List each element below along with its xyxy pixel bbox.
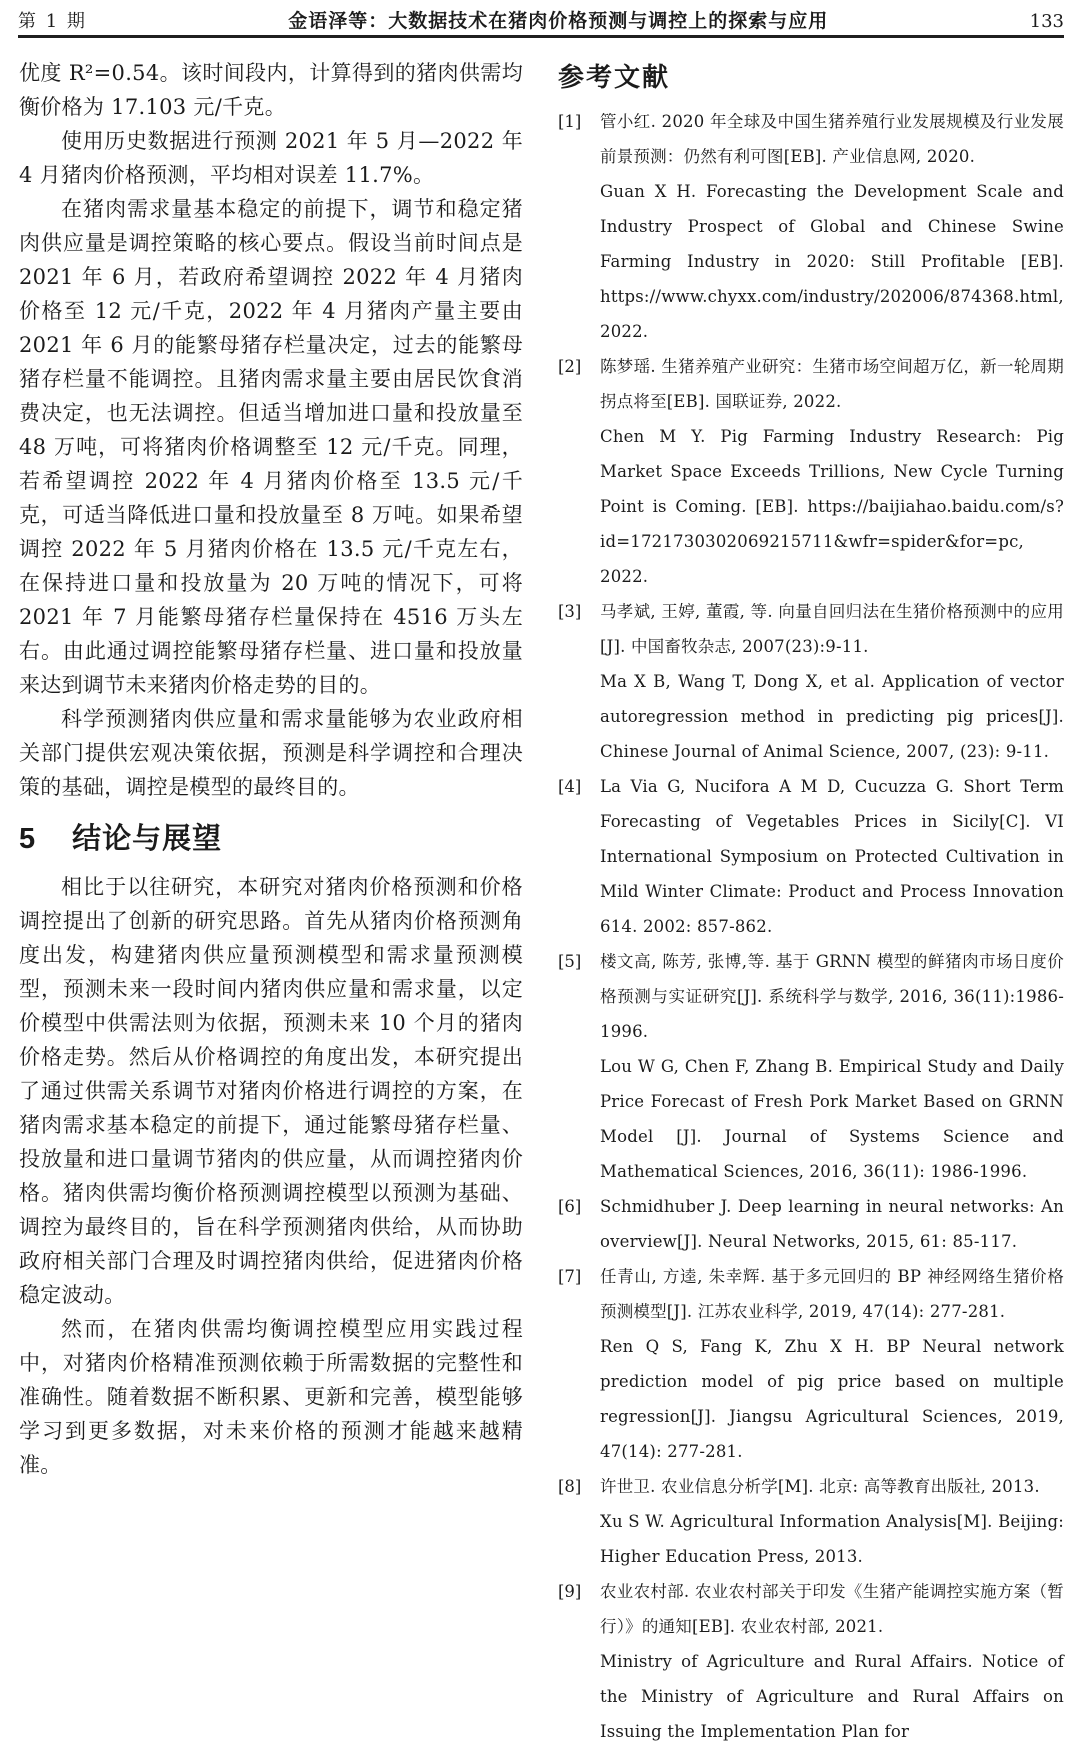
reference-body (600, 944, 1064, 1189)
reference-body (600, 1189, 1064, 1259)
reference-text-zh: 许世卫. 农业信息分析学[M]. 北京: 高等教育出版社, 2013. (600, 1477, 1040, 1496)
running-title: 金语泽等：大数据技术在猪肉价格预测与调控上的探索与应用 (288, 11, 829, 32)
paragraph: 在猪肉需求量基本稳定的前提下，调节和稳定猪肉供应量是调控策略的核心要点。假设当前时间点是 2021 年 6 月，若政府希望调控 2022 年 4 月猪肉价格至 12 元/千克，2022 年 4 月猪肉产量主要由 2021 年 6 月的能繁母猪存栏量决定，过去的能繁母猪存栏量不能调控。且猪肉需求量主要由居民饮食消费决定，也无法调控。但适当增加进口量和投放量至 48 万吨，可将猪肉价格调整至 12 元/千克。同理，若希望调控 2022 年 4 月猪肉价格至 13.5 元/千克，可适当降低进口量和投放量至 8 万吨。如果希望调控 2022 年 5 月猪肉价格在 13.5 元/千克左右，在保持进口量和投放量为 20 万吨的情况下，可将 2021 年 7 月能繁母猪存栏量保持在 4516 万头左右。由此通过调控能繁母猪存栏量、进口量和投放量来达到调节未来猪肉价格走势的目的。 (19, 197, 523, 697)
reference-text-en: La Via G, Nucifora A M D, Cucuzza G. Short Term Forecasting of Vegetables Prices in Sicily[C]. VI International Symposium on Protected Cultivation in Mild Winter Climate: Product and Process Innovation 614. 2002: 857-862. (600, 777, 1064, 936)
reference-body (600, 349, 1064, 594)
header-rule (18, 35, 1064, 38)
references-heading: 参考文献 (558, 62, 671, 92)
reference-text-zh: 管小红. 2020 年全球及中国生猪养殖行业发展规模及行业发展前景预测：仍然有利可图[EB]. 产业信息网, 2020. (600, 112, 1064, 166)
reference-body (600, 594, 1064, 769)
page-number: 133 (1029, 11, 1064, 32)
reference-text-en: Lou W G, Chen F, Zhang B. Empirical Study and Daily Price Forecast of Fresh Pork Market Based on GRNN Model [J]. Journal of Systems Science and Mathematical Sciences, 2016, 36(11): 1986-1996. (600, 1057, 1064, 1181)
reference-text-zh: 楼文高, 陈芳, 张博,等. 基于 GRNN 模型的鲜猪肉市场日度价格预测与实证研究[J]. 系统科学与数学, 2016, 36(11):1986-1996. (600, 952, 1064, 1041)
reference-label: [4] (558, 777, 582, 796)
reference-item (558, 1574, 1064, 1749)
reference-body (600, 1469, 1064, 1574)
reference-body (600, 1574, 1064, 1749)
reference-text-zh: 农业农村部. 农业农村部关于印发《生猪产能调控实施方案（暂行）》的通知[EB]. 农业农村部, 2021. (600, 1582, 1064, 1636)
section-number: 5 (19, 823, 37, 855)
reference-text-en: Guan X H. Forecasting the Development Scale and Industry Prospect of Global and Chinese Swine Farming Industry in 2020: Still Profitable [EB]. https://www.chyxx.com/industry/202006/874368.html, 2022. (600, 182, 1064, 341)
paragraph: 优度 R²=0.54。该时间段内，计算得到的猪肉供需均衡价格为 17.103 元/千克。 (19, 61, 523, 119)
right-column (558, 56, 1064, 1749)
section-heading (19, 818, 523, 860)
reference-label: [2] (558, 357, 582, 376)
reference-body (600, 104, 1064, 349)
reference-text-en: Ministry of Agriculture and Rural Affairs. Notice of the Ministry of Agriculture and Rural Affairs on Issuing the Implementation Plan for (600, 1652, 1064, 1741)
reference-label: [7] (558, 1267, 582, 1286)
reference-item (558, 1189, 1064, 1259)
page-header (18, 6, 1064, 33)
left-column (19, 56, 523, 1482)
reference-text-en: Ma X B, Wang T, Dong X, et al. Application of vector autoregression method in predicting pig prices[J]. Chinese Journal of Animal Science, 2007, (23): 9-11. (600, 672, 1064, 761)
reference-text-zh: 马孝斌, 王婷, 董霞, 等. 向量自回归法在生猪价格预测中的应用[J]. 中国畜牧杂志, 2007(23):9-11. (600, 602, 1064, 656)
reference-text-zh: 陈梦瑶. 生猪养殖产业研究：生猪市场空间超万亿，新一轮周期拐点将至[EB]. 国联证券, 2022. (600, 357, 1064, 411)
paragraph: 相比于以往研究，本研究对猪肉价格预测和价格调控提出了创新的研究思路。首先从猪肉价格预测角度出发，构建猪肉供应量预测模型和需求量预测模型，预测未来一段时间内猪肉供应量和需求量，以定价模型中供需法则为依据，预测未来 10 个月的猪肉价格走势。然后从价格调控的角度出发，本研究提出了通过供需关系调节对猪肉价格进行调控的方案，在猪肉需求基本稳定的前提下，通过能繁母猪存栏量、投放量和进口量调节猪肉的供应量，从而调控猪肉价格。猪肉供需均衡价格预测调控模型以预测为基础、调控为最终目的，旨在科学预测猪肉供给，从而协助政府相关部门合理及时调控猪肉供给，促进猪肉价格稳定波动。 (19, 875, 523, 1307)
reference-body (600, 1259, 1064, 1469)
reference-item (558, 1259, 1064, 1469)
journal-issue: 第 1 期 (18, 11, 87, 32)
reference-item (558, 769, 1064, 944)
reference-text-zh: 任青山, 方逵, 朱幸辉. 基于多元回归的 BP 神经网络生猪价格预测模型[J]. 江苏农业科学, 2019, 47(14): 277-281. (600, 1267, 1064, 1321)
paragraph: 使用历史数据进行预测 2021 年 5 月—2022 年 4 月猪肉价格预测，平均相对误差 11.7%。 (19, 129, 523, 187)
section-title: 结论与展望 (72, 823, 223, 855)
reference-text-en: Schmidhuber J. Deep learning in neural networks: An overview[J]. Neural Networks, 2015, 61: 85-117. (600, 1197, 1064, 1251)
reference-text-en: Chen M Y. Pig Farming Industry Research: Pig Market Space Exceeds Trillions, New Cycle Turning Point is Coming. [EB]. https://baijiahao.baidu.com/s?id=1721730302069215711&wfr=spider&for=pc, 2022. (600, 427, 1064, 586)
reference-item (558, 104, 1064, 349)
reference-label: [6] (558, 1197, 582, 1216)
reference-item (558, 944, 1064, 1189)
reference-label: [5] (558, 952, 582, 971)
reference-label: [8] (558, 1477, 582, 1496)
reference-label: [1] (558, 112, 582, 131)
reference-body (600, 769, 1064, 944)
reference-text-en: Ren Q S, Fang K, Zhu X H. BP Neural network prediction model of pig price based on multiple regression[J]. Jiangsu Agricultural Sciences, 2019, 47(14): 277-281. (600, 1337, 1064, 1461)
reference-label: [3] (558, 602, 582, 621)
paragraph: 然而，在猪肉供需均衡调控模型应用实践过程中，对猪肉价格精准预测依赖于所需数据的完整性和准确性。随着数据不断积累、更新和完善，模型能够学习到更多数据，对未来价格的预测才能越来越精准。 (19, 1317, 523, 1477)
reference-text-en: Xu S W. Agricultural Information Analysis[M]. Beijing: Higher Education Press, 2013. (600, 1512, 1064, 1566)
reference-item (558, 349, 1064, 594)
paragraph: 科学预测猪肉供应量和需求量能够为农业政府相关部门提供宏观决策依据，预测是科学调控和合理决策的基础，调控是模型的最终目的。 (19, 707, 523, 799)
reference-label: [9] (558, 1582, 582, 1601)
reference-item (558, 1469, 1064, 1574)
reference-item (558, 594, 1064, 769)
